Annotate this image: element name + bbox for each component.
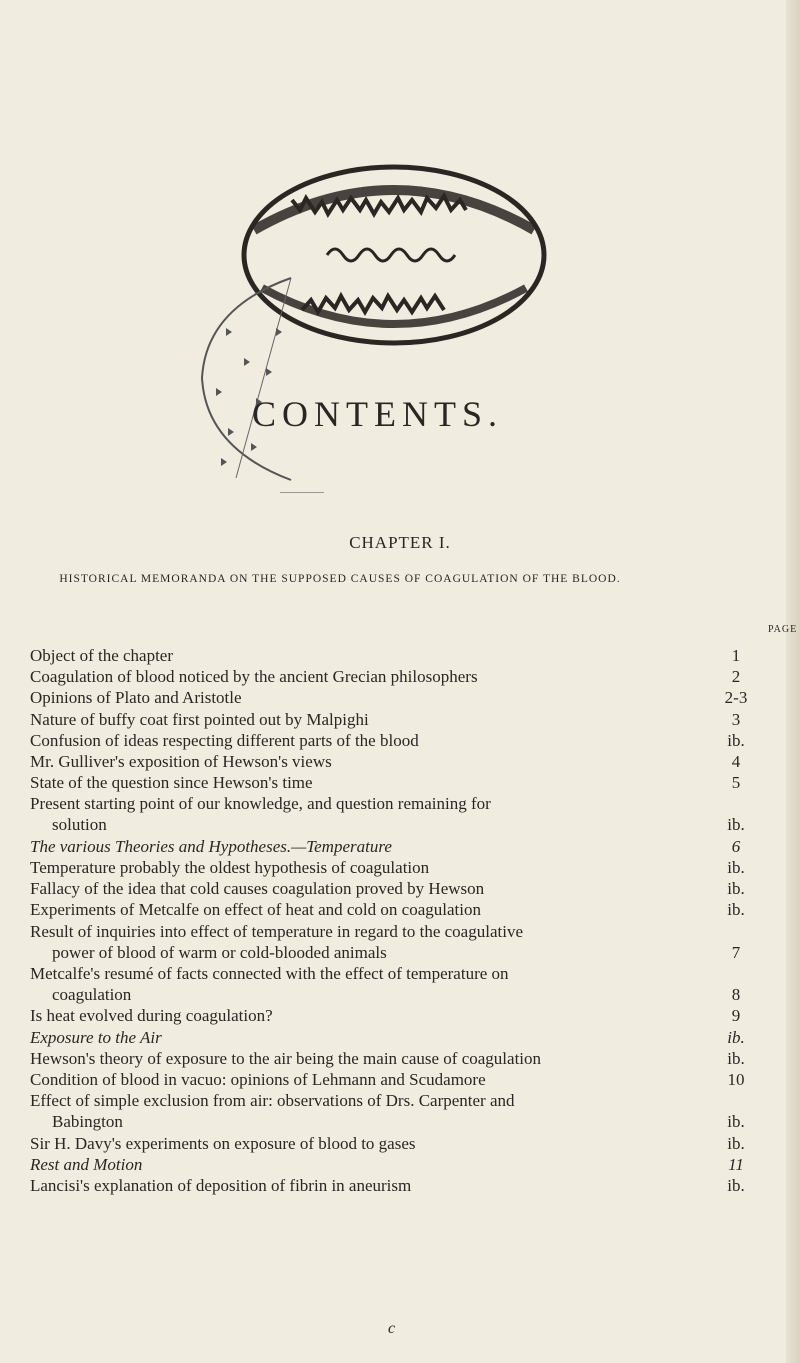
- toc-page-number: 5: [731, 773, 741, 793]
- decorative-fan-ornament-icon: [196, 268, 296, 488]
- toc-page-number: 11: [728, 1154, 744, 1174]
- toc-entry: [30, 1090, 750, 1132]
- toc-entry: [30, 751, 750, 772]
- divider-rule: [280, 492, 324, 493]
- toc-page-number: ib.: [727, 1112, 745, 1132]
- page-edge: [786, 0, 800, 1363]
- toc-page-number: 3: [731, 709, 741, 729]
- toc-entry-text: Temperature probably the oldest hypothesis of coagulation: [30, 858, 430, 877]
- toc-page-number: 10: [727, 1070, 745, 1089]
- toc-entry-text: Metcalfe's resumé of facts connected with the effect of temperature on: [30, 964, 509, 983]
- toc-entry: [30, 666, 750, 687]
- toc-entry: [30, 836, 750, 857]
- toc-entry: [30, 1069, 750, 1090]
- toc-entry-text: Exposure to the Air: [30, 1027, 162, 1047]
- toc-entry-text: Mr. Gulliver's exposition of Hewson's views: [30, 752, 332, 771]
- toc-entry-text: Present starting point of our knowledge, and question remaining for: [30, 794, 491, 814]
- toc-page-number: 6: [731, 836, 741, 856]
- toc-entry: [30, 963, 750, 1005]
- toc-entry: [30, 687, 750, 708]
- toc-page-number: 2: [731, 667, 741, 687]
- toc-entry: [30, 899, 750, 920]
- chapter-subtitle: HISTORICAL MEMORANDA ON THE SUPPOSED CAUSES OF COAGULATION OF THE BLOOD.: [59, 573, 621, 585]
- contents-heading: CONTENTS.: [252, 394, 503, 434]
- toc-page-number: ib.: [727, 858, 745, 877]
- toc-page-number: ib.: [727, 879, 745, 899]
- toc-entry-text: Sir H. Davy's experiments on exposure of blood to gases: [30, 1133, 416, 1153]
- toc-entry: [30, 1048, 750, 1069]
- toc-entry: [30, 878, 750, 899]
- toc-entry: [30, 1027, 750, 1048]
- toc-page-number: ib.: [727, 1027, 745, 1047]
- toc-page-number: 1: [731, 646, 741, 665]
- chapter-title: CHAPTER I.: [349, 533, 451, 552]
- toc-entry-text: Rest and Motion: [30, 1154, 143, 1174]
- toc-entry: [30, 1133, 750, 1154]
- toc-entry: [30, 857, 750, 878]
- toc-entry-text: Fallacy of the idea that cold causes coagulation proved by Hewson: [30, 879, 485, 899]
- toc-entry: [30, 772, 750, 793]
- page-column-heading: PAGE: [768, 624, 798, 635]
- toc-page-number: ib.: [727, 1133, 745, 1153]
- toc-entry-text: Coagulation of blood noticed by the ancient Grecian philosophers: [30, 667, 478, 687]
- toc-entry-text: Experiments of Metcalfe on effect of heat and cold on coagulation: [30, 900, 481, 920]
- toc-entry: [30, 730, 750, 751]
- toc-entry: [30, 1005, 750, 1026]
- toc-entry-continuation: Babington: [52, 1112, 123, 1132]
- toc-entry-text: The various Theories and Hypotheses.—Temperature: [30, 836, 392, 856]
- toc-page-number: ib.: [727, 815, 745, 835]
- toc-page-number: 7: [731, 942, 741, 962]
- toc-entry: [30, 1175, 750, 1196]
- toc-entry-text: Effect of simple exclusion from air: observations of Drs. Carpenter and: [30, 1091, 515, 1111]
- toc-entry: [30, 793, 750, 835]
- toc-entry-text: Is heat evolved during coagulation?: [30, 1006, 273, 1026]
- toc-entry-text: Result of inquiries into effect of temperature in regard to the coagulative: [30, 921, 523, 941]
- toc-entry-text: Condition of blood in vacuo: opinions of Lehmann and Scudamore: [30, 1070, 486, 1089]
- toc-page-number: ib.: [727, 1048, 745, 1068]
- toc-entry: [30, 1154, 750, 1175]
- toc-page-number: 9: [731, 1006, 741, 1026]
- signature-mark: c: [388, 1320, 396, 1337]
- toc-entry-continuation: solution: [52, 815, 107, 835]
- toc-page-number: 2-3: [724, 688, 748, 708]
- toc-page-number: ib.: [727, 1176, 745, 1195]
- toc-entry: [30, 709, 750, 730]
- toc-entry-text: Lancisi's explanation of deposition of fibrin in aneurism: [30, 1176, 412, 1195]
- toc-entry-text: Hewson's theory of exposure to the air being the main cause of coagulation: [30, 1048, 542, 1068]
- toc-entry: [30, 645, 750, 666]
- toc-page-number: ib.: [727, 730, 745, 750]
- toc-entry-text: State of the question since Hewson's time: [30, 773, 313, 793]
- toc-entry: [30, 921, 750, 963]
- toc-entry-text: Opinions of Plato and Aristotle: [30, 688, 242, 708]
- toc-page-number: 4: [731, 752, 741, 771]
- toc-entry-continuation: power of blood of warm or cold-blooded animals: [52, 942, 387, 962]
- toc-entry-text: Confusion of ideas respecting different parts of the blood: [30, 730, 419, 750]
- toc-entry-text: Nature of buffy coat first pointed out by Malpighi: [30, 709, 369, 729]
- toc-page-number: 8: [731, 985, 741, 1004]
- toc-entry-continuation: coagulation: [52, 985, 132, 1004]
- toc-entry-text: Object of the chapter: [30, 646, 174, 665]
- toc-page-number: ib.: [727, 900, 745, 920]
